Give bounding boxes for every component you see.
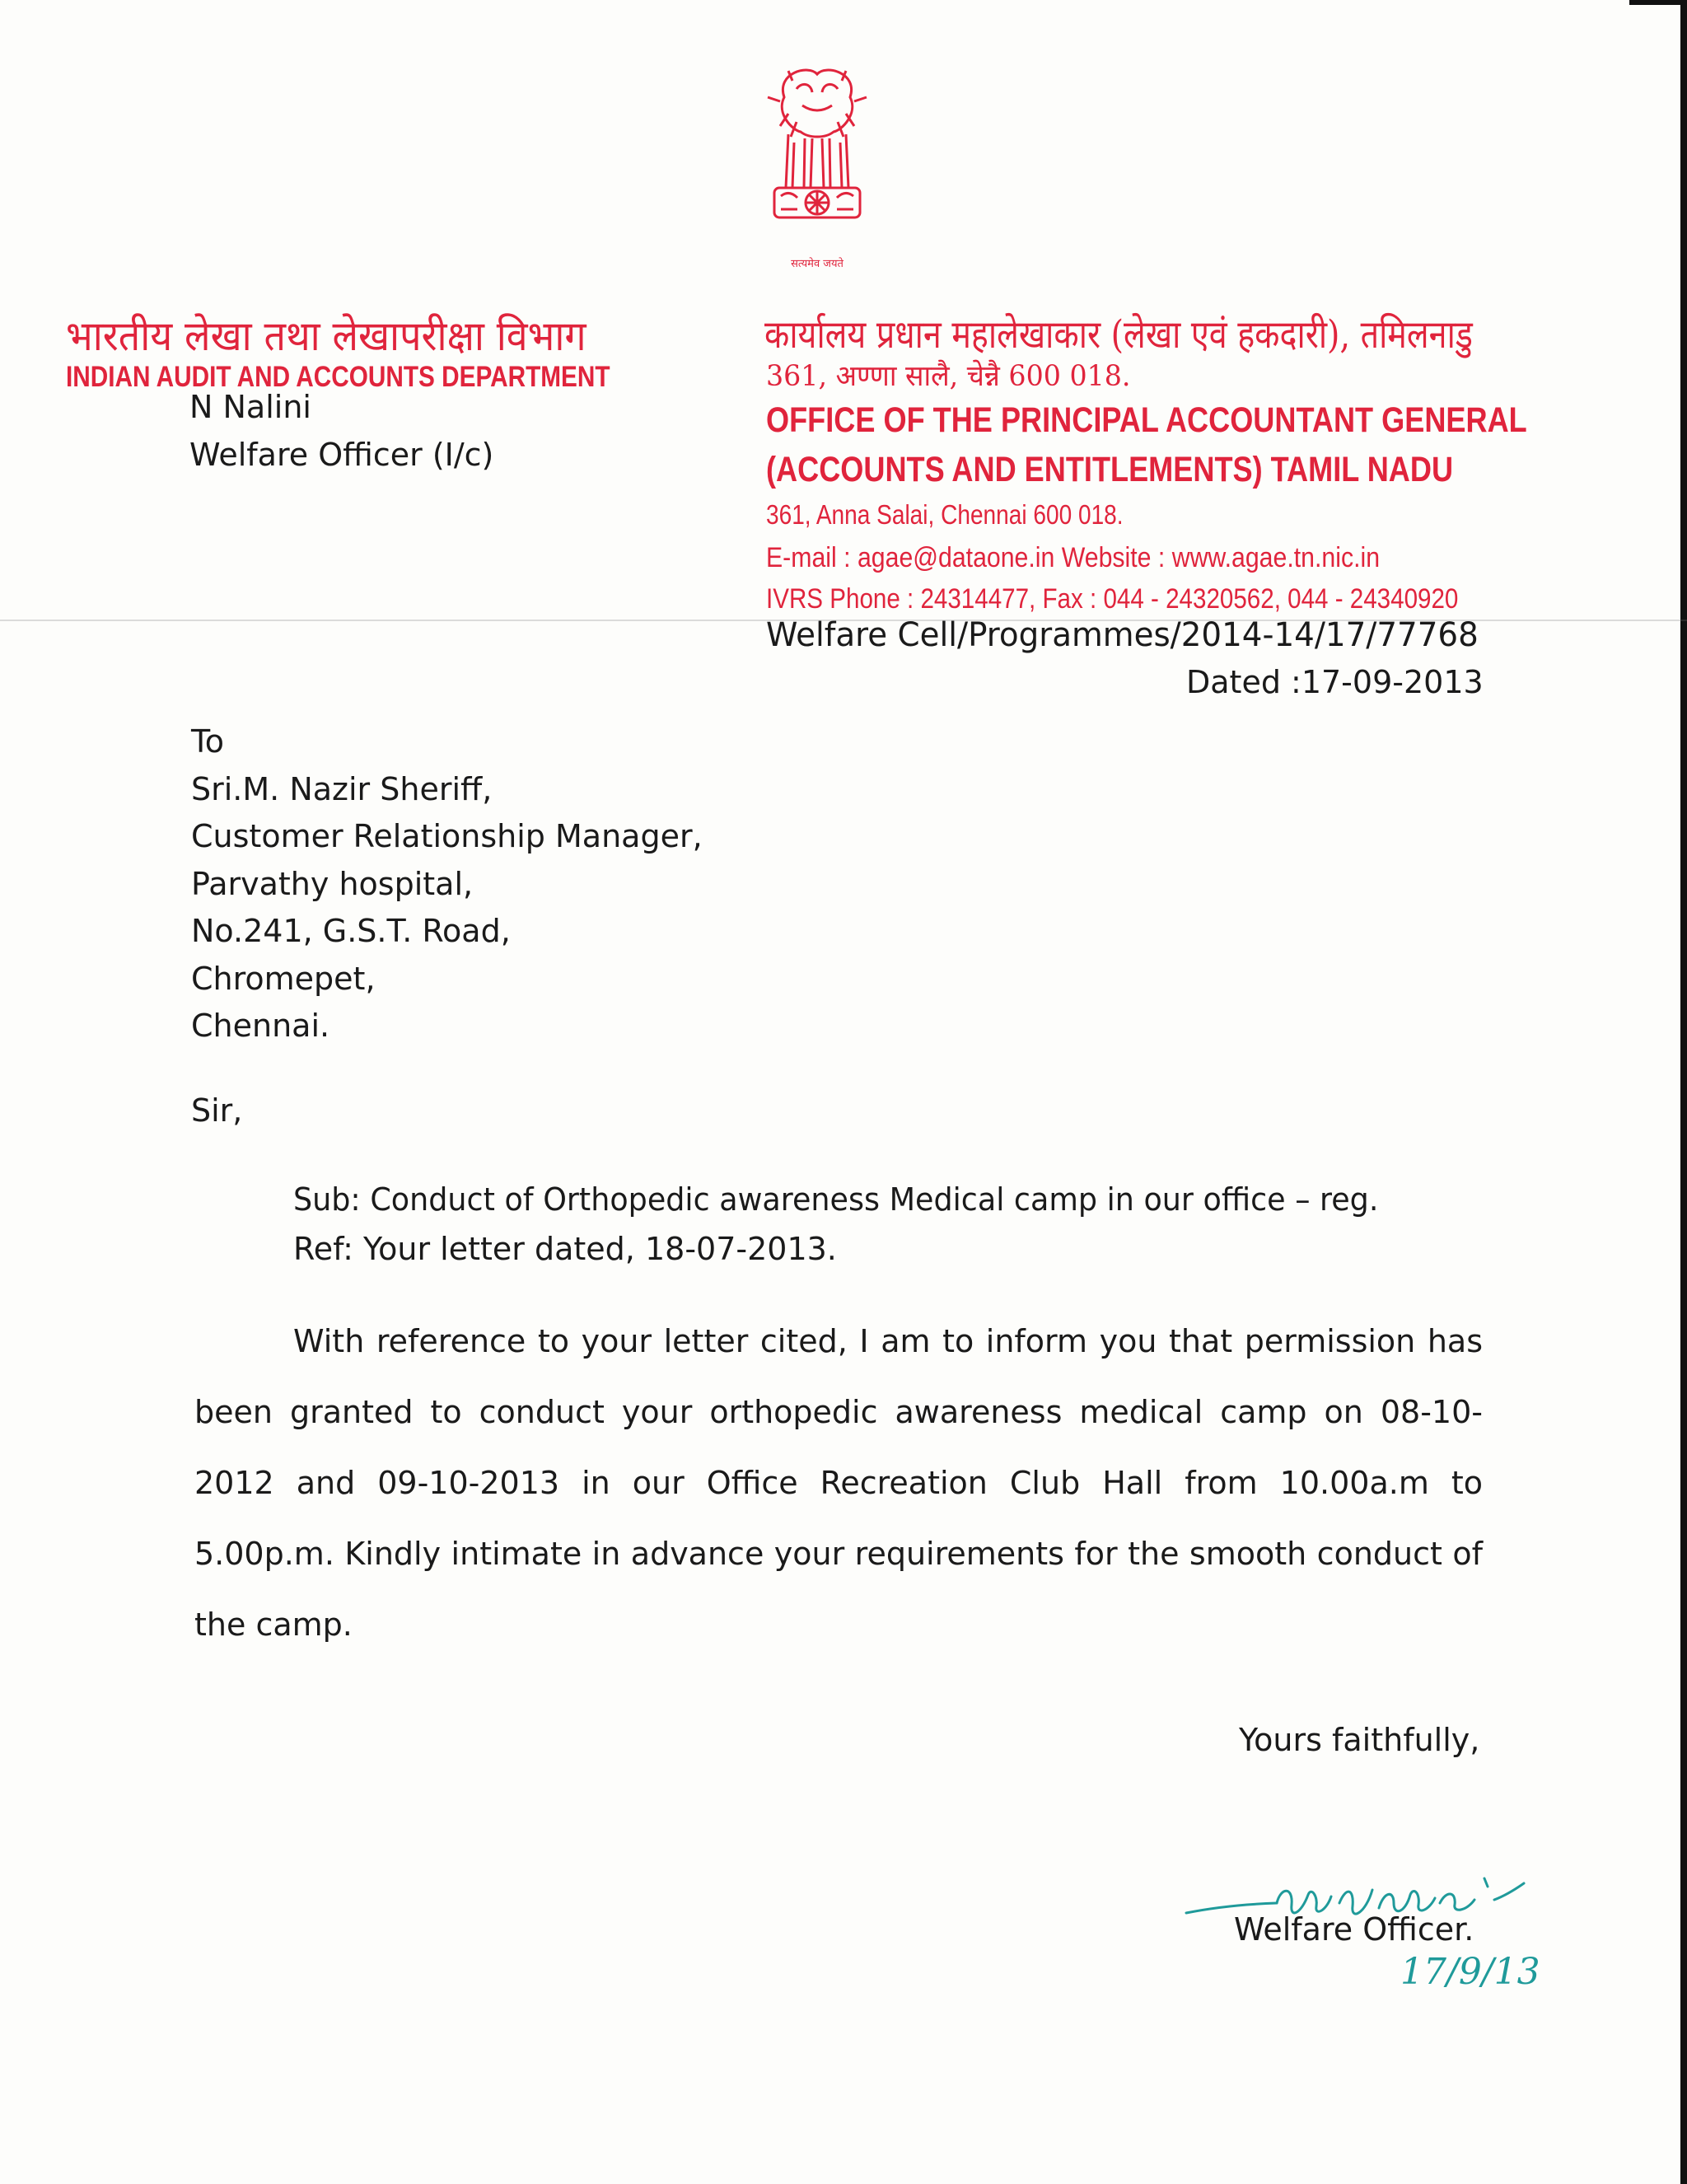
office-title-line1: OFFICE OF THE PRINCIPAL ACCOUNTANT GENERAL [766,400,1527,440]
national-emblem [751,64,883,278]
recipient-line: Parvathy hospital, [191,865,474,902]
office-hindi-title: कार्यालय प्रधान महालेखाकार (लेखा एवं हकदारी), तमिलनाडु [764,312,1473,358]
recipient-line: No.241, G.S.T. Road, [191,913,511,949]
reference-line: Ref: Your letter dated, 18-07-2013. [293,1231,837,1267]
office-phone-fax: IVRS Phone : 24314477, Fax : 044 - 24320562, 044 - 24340920 [766,583,1459,615]
department-english-title: INDIAN AUDIT AND ACCOUNTS DEPARTMENT [66,361,610,393]
office-hindi-address: 361, अण्णा सालै, चेन्नै 600 018. [766,360,1131,393]
reference-number: Welfare Cell/Programmes/2014-14/17/77768 [766,616,1479,654]
office-address: 361, Anna Salai, Chennai 600 018. [766,499,1124,530]
scan-edge-top [1629,0,1687,5]
recipient-line: Sri.M. Nazir Sheriff, [191,770,493,807]
sender-name: N Nalini [189,389,311,425]
to-label: To [191,723,225,760]
salutation: Sir, [191,1092,243,1129]
office-email-website: E-mail : agae@dataone.in Website : www.agae.tn.nic.in [766,542,1381,573]
subject-line: Sub: Conduct of Orthopedic awareness Medical camp in our office – reg. [293,1181,1379,1218]
signature-title: Welfare Officer. [1234,1911,1474,1948]
body-paragraph: With reference to your letter cited, I am to inform you that permission has been granted to conduct your orthopedic awareness medical camp on 08-10-2012 and 09-10-2013 in our Office Recreation Club Hall from 10.00a.m to 5.00p.m. Kindly intimate in advance your requirements for the smooth conduct of the camp. [194,1323,1483,1643]
recipient-line: Customer Relationship Manager, [191,818,703,854]
handwritten-date: 17/9/13 [1400,1951,1540,1993]
recipient-line: Chromepet, [191,960,376,997]
recipient-line: Chennai. [191,1008,330,1044]
scan-edge [1680,0,1687,2184]
sender-designation: Welfare Officer (I/c) [189,437,494,473]
department-hindi-title: भारतीय लेखा तथा लेखापरीक्षा विभाग [66,312,586,360]
closing: Yours faithfully, [1239,1722,1480,1758]
letter-date: Dated :17-09-2013 [1186,664,1484,700]
recipient-block [191,718,703,1050]
office-title-line2: (ACCOUNTS AND ENTITLEMENTS) TAMIL NADU [766,450,1454,489]
emblem-motto: सत्यमेव जयते [791,258,844,270]
lion-capital-icon [751,64,883,254]
